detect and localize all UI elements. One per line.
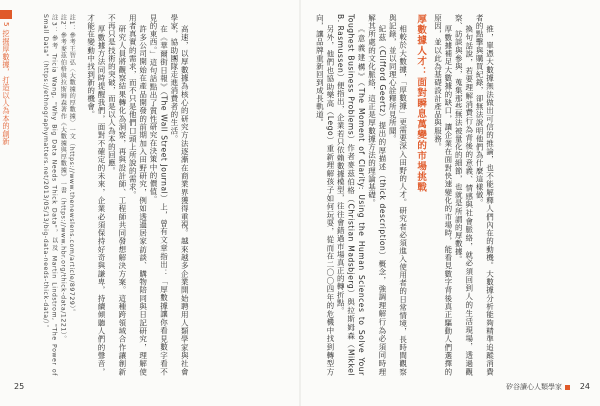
paragraph: 許多公司開始在產品開發的前期加入田野研究，例如透過居家訪談、購物陪同與日記研究，理解使用者真實的需求，而不只是他們口頭上所說的需求。 [128, 14, 148, 376]
running-foot-right [506, 382, 570, 392]
foot-marker-icon [565, 385, 570, 390]
paragraph: 在《華爾街日報》（The Wall Street Journal）上，曾有文章指出：「厚數據讓你看見數字看不見的東西。」這句話點出了質性研究在決策中的價值。 [149, 14, 169, 376]
chapter-tab-marker [0, 10, 12, 19]
right-page-text [314, 14, 495, 376]
right-page [314, 14, 586, 376]
left-page-text [40, 14, 189, 376]
paragraph: 推，單憑大數據無法做出可信的推論，也不能解釋人們內在的動機。大數據分析能夠精準追蹤消費者的點擊與購買紀錄，卻無法說明他們為什麼這樣做。 [475, 14, 495, 376]
paragraph: 厚數據方法同時提醒我們，面對不確定的未來，企業必須保持好奇與謙卑，持續傾聽人們的聲音，才能在變動中找到新的機會。 [86, 14, 106, 376]
footnote: 註3：參考 Tricia Wang, "Why Big Data Needs Thick Data"，以及 Martin Lindstrom, "The Power of Small Data"（https://ethnographymatters.net/2013/05/13/big-data-needs-thick-data/）。 [41, 14, 58, 376]
section-heading: 厚數據人才：面對瞬息萬變的市場挑戰 [415, 14, 427, 193]
chapter-running-head: 5 挖掘厚數據，打造以人為本的創新 [2, 22, 11, 146]
running-foot-title: 矽谷讀心人類學家 [506, 383, 562, 391]
paragraph: 研究人員將觀察結果轉化為洞察，再與設計師、工程師共同發想解決方案。這種跨領域合作讓創新不再只是技術的突破，而是以人為本的回應。 [107, 14, 127, 376]
paragraph: 厚數據補足大數據的缺口，讓企業在面對快速變化的市場時，能看見數字背後真正驅動人們選擇的原因，並以此為基礎設計產品與服務。 [433, 14, 453, 376]
paragraph: 高速，以厚數據為核心的研究方法逐漸在商業界獲得重視。越來越多企業開始聘用人類學家與社會學家，協助團隊走進消費者的生活。 [169, 14, 190, 376]
page-number-right: 24 [579, 382, 590, 391]
footnote: 註1：參考王智弘〈大數據的厚數據〉一文（https://www.thenewslens.com/article/89729）。 [68, 14, 76, 316]
paragraph: 相較於大數據，「厚數據」更需要深入田野的人才。研究者必須進入使用者的日常情境，長時間觀察與記錄，並以同理心詮釋所見所聞。 [388, 14, 408, 376]
paragraph: 《意義建構》（The Moment of Clarity: Using the Human Sciences to Solve Your Toughest Business Problems）作者麥茲伯格（Christian Madsbjerg）與拉斯姆森（Mikkel B. Rasmussen）便指出，企業若只依賴數據模型，往往會錯過市場真正的轉折點。 [336, 14, 367, 376]
paragraph: 另外，他們也協助樂高（Lego）重新理解孩子如何玩耍，從而在二〇〇四年的危機中找到轉型方向，讓品牌重新回到成長軌道。 [315, 14, 335, 376]
paragraph: 紀茲（Clifford Geertz）提出的厚描述（thick description）概念，強調理解行為必須同時理解其所處的文化脈絡，這正是厚數據方法的理論基礎。 [367, 14, 387, 376]
left-page [40, 14, 284, 376]
page-number-left: 25 [14, 382, 25, 391]
footnote: 註2：參考麥茲伯格與拉斯姆森著作《大數據與厚數據》一書（https://www.hbr.org/thick-data/1221）。 [59, 14, 67, 343]
page-gutter [299, 0, 301, 406]
paragraph: 換句話說，若要理解消費行為背後的意義、情感與社會脈絡，就必須回到人的生活現場，透過觀察、訪談與參與，蒐集那些無法被量化的細節，也就是所謂的厚數據。 [454, 14, 474, 376]
